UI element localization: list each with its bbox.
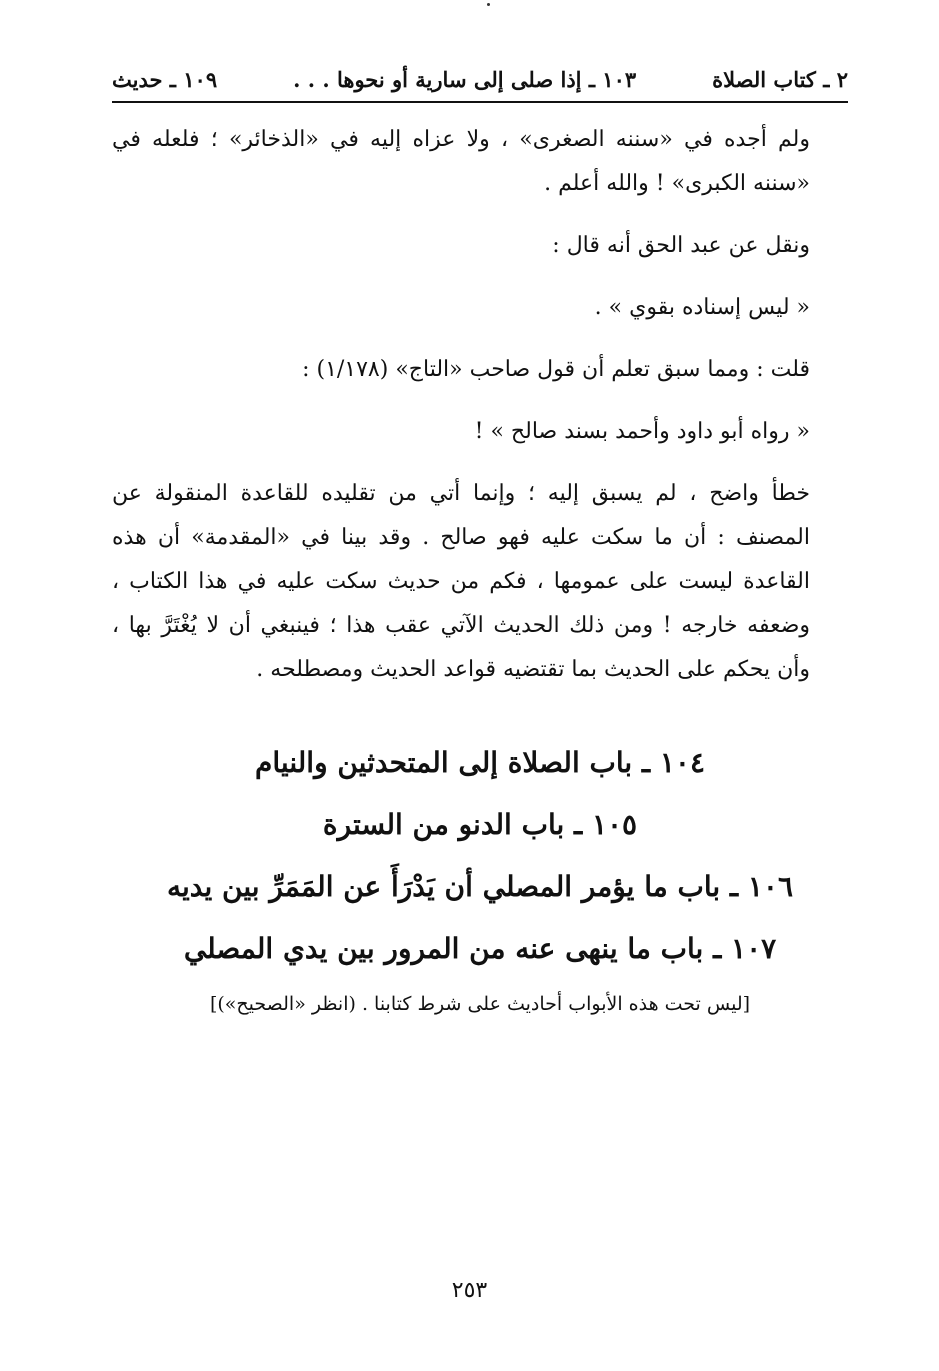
paragraph-1: ولم أجده في «سننه الصغرى» ، ولا عزاه إليه في «الذخائر» ؛ فلعله في «سننه الكبرى» ! والله أعلم .: [112, 127, 810, 196]
heading-107: ١٠٧ ـ باب ما ينهى عنه من المرور بين يدي المصلي: [183, 932, 777, 965]
paragraph-2: ونقل عن عبد الحق أنه قال :: [552, 233, 810, 258]
header-rule: [112, 101, 848, 103]
paragraph-3: قلت : ومما سبق تعلم أن قول صاحب «التاج» (١/١٧٨) :: [302, 357, 810, 382]
quote-1: « ليس إسناده بقوي » .: [594, 295, 810, 320]
paragraph-4: خطأ واضح ، لم يسبق إليه ؛ وإنما أتي من تقليده للقاعدة المنقولة عن المصنف : أن ما سكت عليه فهو صالح . وقد بينا في «المقدمة» أن هذه القاعدة ليست على عمومها ، فكم من حديث سكت عليه في هذا الكتاب ، وضعفه خارجه ! ومن ذلك الحديث الآتي عقب هذا ؛ فينبغي أن لا يُغْتَرَّ بها ، وأن يحكم على الحديث بما تقتضيه قواعد الحديث ومصطلحه .: [112, 481, 810, 682]
headings-note: [ليس تحت هذه الأبواب أحاديث على شرط كتابنا . (انظر «الصحيح»)]: [209, 993, 751, 1015]
heading-106: ١٠٦ ـ باب ما يؤمر المصلي أن يَدْرَأَ عن المَمَرِّ بين يديه: [166, 870, 793, 903]
header-chapter: ١٠٣ ـ إذا صلى إلى سارية أو نحوها . . .: [293, 66, 637, 92]
top-mark: [487, 3, 490, 6]
running-header: [112, 62, 848, 96]
header-hadith: ١٠٩ ـ حديث: [112, 66, 218, 92]
header-book: ٢ ـ كتاب الصلاة: [712, 66, 848, 92]
quote-2: « رواه أبو داود وأحمد بسند صالح » !: [474, 419, 810, 444]
page-content: [112, 118, 848, 1024]
page-number: ٢٥٣: [451, 1278, 488, 1303]
chapter-headings: [112, 732, 848, 1024]
heading-104: ١٠٤ ـ باب الصلاة إلى المتحدثين والنيام: [255, 746, 705, 779]
heading-105: ١٠٥ ـ باب الدنو من السترة: [322, 808, 638, 841]
